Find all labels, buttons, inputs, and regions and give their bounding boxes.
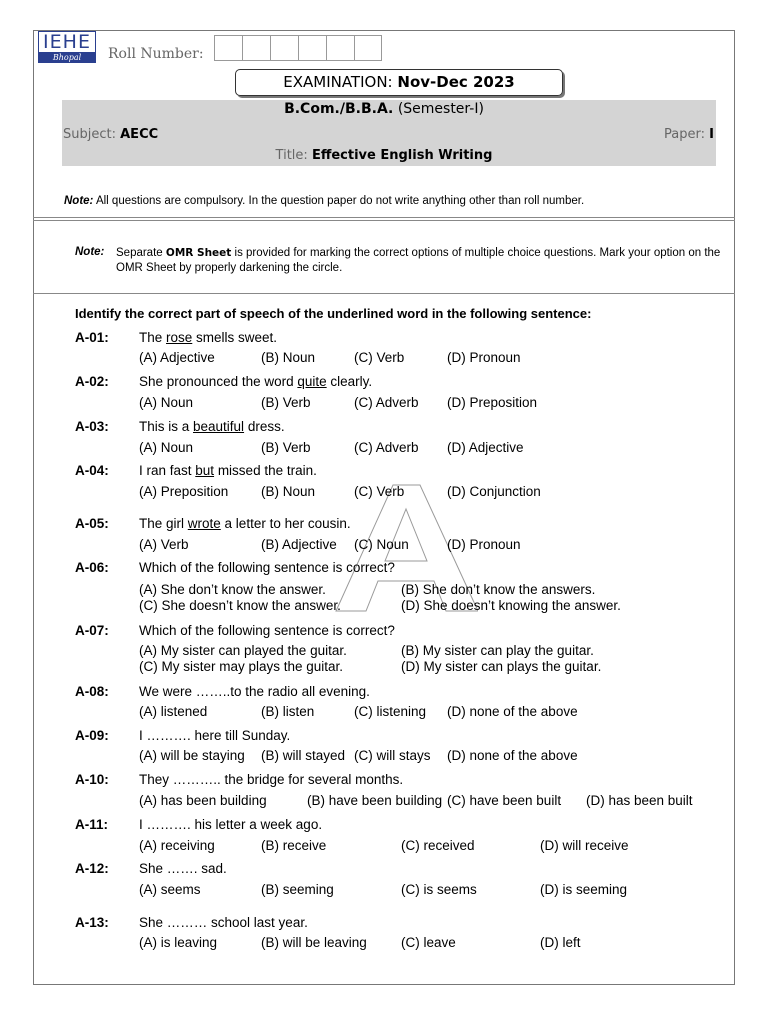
subject-label: Subject: <box>63 127 116 142</box>
roll-box <box>214 35 242 61</box>
roll-number-label: Roll Number: <box>108 46 204 62</box>
question-text: I ………. his letter a week ago. <box>139 817 323 832</box>
answer-option: (B) Verb <box>261 395 311 410</box>
answer-option: (D) Pronoun <box>447 537 521 552</box>
paper-value: I <box>709 127 714 142</box>
note-label: Note: <box>64 195 94 207</box>
answer-option: (C) received <box>401 838 475 853</box>
answer-option: (A) receiving <box>139 838 215 853</box>
underlined-word: wrote <box>187 516 221 531</box>
omr-note <box>116 246 728 276</box>
answer-option: (A) Preposition <box>139 484 229 499</box>
answer-option: (A) My sister can played the guitar. <box>139 643 347 658</box>
answer-option: (C) listening <box>354 704 427 719</box>
answer-option: (C) Adverb <box>354 395 419 410</box>
question-text: I ………. here till Sunday. <box>139 728 291 743</box>
answer-option: (B) seeming <box>261 882 334 897</box>
answer-option: (A) seems <box>139 882 201 897</box>
question-text: We were ……..to the radio all evening. <box>139 684 370 699</box>
omr-sheet-term: OMR Sheet <box>165 247 232 259</box>
question-number: A-02: <box>75 374 109 389</box>
underlined-word: rose <box>166 330 193 345</box>
institute-logo <box>38 31 96 64</box>
answer-option: (C) Noun <box>354 537 409 552</box>
question-text: I ran fast but missed the train. <box>139 463 317 478</box>
question-text: Which of the following sentence is correct? <box>139 560 395 575</box>
omr-note-post: is provided for marking the correct options of multiple choice questions. Mark your option on the OMR Sheet by properly darkening the circle. <box>116 247 721 274</box>
answer-option: (C) leave <box>401 935 456 950</box>
answer-option: (A) has been building <box>139 793 267 808</box>
question-text: The girl wrote a letter to her cousin. <box>139 516 351 531</box>
question-number: A-09: <box>75 728 109 743</box>
general-note <box>64 195 584 207</box>
answer-option: (D) has been built <box>586 793 693 808</box>
answer-option: (C) Adverb <box>354 440 419 455</box>
question-number: A-10: <box>75 772 109 787</box>
title-line <box>0 148 768 163</box>
question-text: She ……. sad. <box>139 861 227 876</box>
question-text: She pronounced the word quite clearly. <box>139 374 373 389</box>
answer-option: (A) is leaving <box>139 935 218 950</box>
question-text: They ……….. the bridge for several months. <box>139 772 404 787</box>
logo-text: IEHE <box>38 31 96 53</box>
answer-option: (C) Verb <box>354 484 405 499</box>
logo-subtext: Bhopal <box>38 53 96 63</box>
answer-option: (A) Noun <box>139 395 194 410</box>
answer-option: (B) She don’t know the answers. <box>401 582 596 597</box>
roll-box <box>270 35 298 61</box>
underlined-word: but <box>195 463 215 478</box>
answer-option: (D) Preposition <box>447 395 538 410</box>
question-text: The rose smells sweet. <box>139 330 278 345</box>
answer-option: (D) none of the above <box>447 704 578 719</box>
question-number: A-04: <box>75 463 109 478</box>
answer-option: (D) Adjective <box>447 440 524 455</box>
answer-option: (A) She don’t know the answer. <box>139 582 326 597</box>
roll-box <box>298 35 326 61</box>
question-number: A-06: <box>75 560 109 575</box>
exam-session: Nov-Dec 2023 <box>397 73 515 91</box>
underlined-word: beautiful <box>193 419 245 434</box>
answer-option: (A) will be staying <box>139 748 245 763</box>
answer-option: (D) She doesn’t knowing the answer. <box>401 598 621 613</box>
answer-option: (C) have been built <box>447 793 562 808</box>
omr-note-label: Note: <box>75 246 105 258</box>
examination-banner <box>235 69 563 96</box>
answer-option: (C) is seems <box>401 882 477 897</box>
roll-box <box>354 35 382 61</box>
answer-option: (B) Noun <box>261 484 316 499</box>
answer-option: (D) Pronoun <box>447 350 521 365</box>
underlined-word: quite <box>297 374 327 389</box>
answer-option: (B) My sister can play the guitar. <box>401 643 594 658</box>
exam-prefix: EXAMINATION: <box>283 73 393 91</box>
question-number: A-12: <box>75 861 109 876</box>
answer-option: (D) none of the above <box>447 748 578 763</box>
answer-option: (D) is seeming <box>540 882 628 897</box>
divider <box>33 220 735 221</box>
paper-line <box>664 127 714 142</box>
title-label: Title: <box>275 148 308 163</box>
question-number: A-03: <box>75 419 109 434</box>
note-text: All questions are compulsory. In the question paper do not write anything other than roll number. <box>95 195 585 207</box>
question-number: A-01: <box>75 330 109 345</box>
answer-option: (C) will stays <box>354 748 431 763</box>
answer-option: (B) Noun <box>261 350 316 365</box>
question-number: A-07: <box>75 623 109 638</box>
answer-option: (D) My sister can plays the guitar. <box>401 659 602 674</box>
question-number: A-11: <box>75 817 109 832</box>
omr-note-pre: Separate <box>116 247 163 259</box>
divider <box>33 217 735 218</box>
semester: (Semester-I) <box>397 101 484 117</box>
answer-option: (D) Conjunction <box>447 484 541 499</box>
roll-box <box>326 35 354 61</box>
title-value: Effective English Writing <box>311 148 493 163</box>
paper-label: Paper: <box>664 127 706 142</box>
question-number: A-13: <box>75 915 109 930</box>
answer-option: (D) left <box>540 935 581 950</box>
question-number: A-08: <box>75 684 109 699</box>
answer-option: (B) Adjective <box>261 537 337 552</box>
question-number: A-05: <box>75 516 109 531</box>
answer-option: (B) will stayed <box>261 748 346 763</box>
answer-option: (A) Adjective <box>139 350 215 365</box>
answer-option: (B) receive <box>261 838 327 853</box>
answer-option: (B) have been building <box>307 793 443 808</box>
question-text: She ……… school last year. <box>139 915 308 930</box>
answer-option: (C) She doesn’t know the answer. <box>139 598 341 613</box>
question-text: Which of the following sentence is correct? <box>139 623 395 638</box>
answer-option: (B) will be leaving <box>261 935 367 950</box>
answer-option: (A) Verb <box>139 537 189 552</box>
question-text: This is a beautiful dress. <box>139 419 285 434</box>
roll-number-boxes <box>214 35 382 61</box>
answer-option: (B) listen <box>261 704 315 719</box>
subject-line <box>63 127 158 142</box>
answer-option: (D) will receive <box>540 838 629 853</box>
answer-option: (C) Verb <box>354 350 405 365</box>
answer-option: (B) Verb <box>261 440 311 455</box>
section-instruction: Identify the correct part of speech of the underlined word in the following sentence: <box>75 306 592 321</box>
divider <box>33 293 735 294</box>
course-heading <box>0 101 768 117</box>
roll-box <box>242 35 270 61</box>
answer-option: (A) Noun <box>139 440 194 455</box>
answer-option: (C) My sister may plays the guitar. <box>139 659 344 674</box>
subject-value: AECC <box>120 127 159 142</box>
answer-option: (A) listened <box>139 704 208 719</box>
course-name: B.Com./B.B.A. <box>284 101 394 117</box>
